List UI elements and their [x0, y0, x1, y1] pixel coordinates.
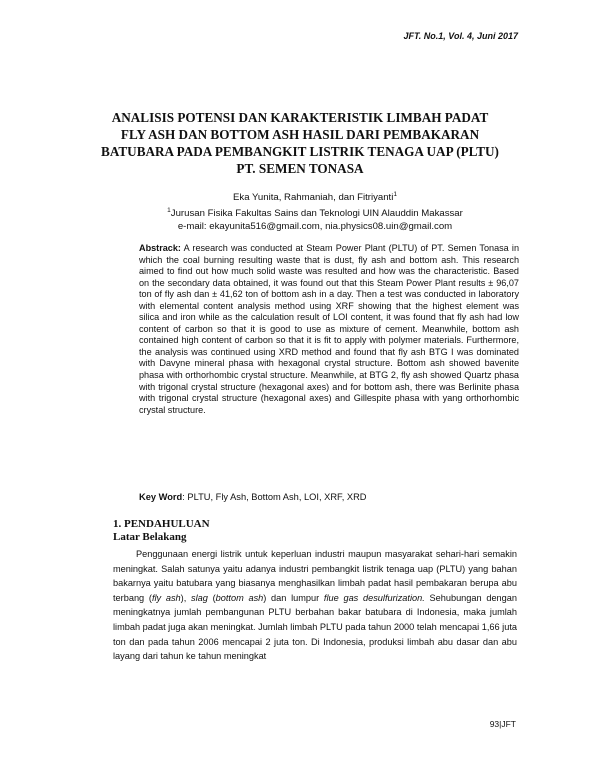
keywords — [139, 492, 367, 502]
abstract — [139, 243, 519, 416]
body-paragraph: Penggunaan energi listrik untuk keperluan industri maupun masyarakat sehari-hari semakin meningkat. Salah satunya yaitu adanya industri pembangkit listrik tenaga uap (PLTU) yang bahan bakarnya yaitu batubara yang biasanya menghasilkan limbah padat hasil pembakaran berupa abu terbang (fly ash), slag (bottom ash) dan lumpur flue gas desulfurization. Sehubungan dengan meningkatnya jumlah pembangunan PLTU berbahan bakar batubara di Indonesia, maka jumlah limbah padat juga akan meningkat. Jumlah limbah PLTU pada tahun 2000 telah mencapai 1,66 juta ton dan pada tahun 2006 mencapai 2 juta ton. Di Indonesia, produksi limbah abu dasar dan abu layang dari tahun ke tahun meningkat — [113, 549, 517, 662]
paper-title: ANALISIS POTENSI DAN KARAKTERISTIK LIMBAH PADAT FLY ASH DAN BOTTOM ASH HASIL DARI PEMBAKARAN BATUBARA PADA PEMBANGKIT LISTRIK TENAGA UAP (PLTU) PT. SEMEN TONASA — [101, 110, 499, 176]
page-number: 93|JFT — [489, 719, 516, 729]
author-superscript: 1 — [393, 191, 397, 198]
affiliation: $^1$Jurusan Fisika Fakultas Sains dan Teknologi UIN Alauddin Makassar — [167, 207, 463, 220]
keywords-label: Key Word — [139, 492, 183, 502]
author-emails: e-mail: ekayunita516@gmail.com, nia.physics08.uin@gmail.com — [177, 221, 453, 233]
author-block — [150, 188, 480, 233]
author-names: Eka Yunita, Rahmaniah, dan Fitriyanti$^1$ — [233, 191, 397, 204]
journal-header: JFT. No.1, Vol. 4, Juni 2017 — [403, 31, 518, 41]
abstract-label: Abstrack: — [139, 243, 181, 253]
keywords-text: : PLTU, Fly Ash, Bottom Ash, LOI, XRF, XRD — [182, 492, 367, 502]
abstract-text: A research was conducted at Steam Power Plant (PLTU) of PT. Semen Tonasa in which the coal burning resulting waste that is dust, fly ash and bottom ash. This research aimed to find out how much solid waste was resulted and how was the characteristic. Based on the secondary data obtained, it was found out that this Steam Power Plant results ± 96,07 ton of fly ash dan ± 41,62 ton of bottom ash in a day. Then a test was conducted in laboratory with elemental content analysis method using XRF showing that the highest element was silica and iron while as the calculation result of LOI content, it was found that fly ash had low content of carbon so that it is good to use as mixture of cement. Meanwhile, bottom ash contained high content of carbon so that it is fit to apply with polymer materials. Furthermore, the analysis was continued using XRD method and found that fly ash BTG I was dominated with Davyne mineral phasa with hexagonal crystal structure. Bottom ash showed bavenite phasa with orthorhombic crystal structure. Meanwhile, at BTG 2, fly ash showed Quartz phasa with trigonal crystal structure (hexagonal axes) and for bottom ash, there was Berlinite phasa with trigonal crystal structure (hexagonal axes) and Gillespite phasa with yang orthorhombic crystal structure. — [139, 243, 519, 415]
affiliation-superscript: 1 — [167, 207, 171, 215]
subsection-heading: Latar Belakang — [113, 531, 187, 543]
section-heading: 1. PENDAHULUAN — [113, 518, 210, 530]
